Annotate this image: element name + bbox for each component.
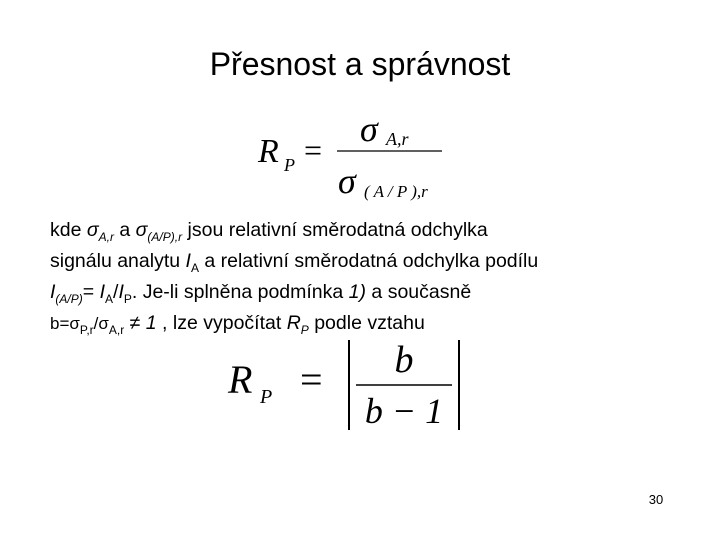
text-segment: a relativní směrodatná odchylka podílu [198,250,539,272]
explanation-paragraph [50,216,680,340]
sigma-symbol: σ [135,219,148,241]
text-segment: a současně [366,281,472,303]
text-segment: . Je-li splněna podmínka [131,281,349,303]
subscript: P [123,292,132,306]
subscript: A [105,292,114,306]
formula1-lhs-symbol: R [258,133,279,170]
variable: I [118,281,124,303]
text-segment: jsou relativní směrodatná odchylka [182,219,488,241]
variable: R [286,312,301,334]
slide-title: Přesnost a správnost [209,46,511,82]
subscript: P [300,323,309,337]
variable: I [185,250,191,272]
subscript: A,r [98,230,114,244]
formula2-equals: = [300,357,323,402]
formula1-numerator-sub: A,r [386,129,409,149]
formula1-numerator-sigma: σ [360,109,378,149]
sigma-symbol: σ [86,219,99,241]
variable: I [50,281,56,303]
text-segment: signálu analytu [50,250,186,272]
formula1-denominator-sub: ( A / P ),r [364,182,428,201]
formula1-denominator-sigma: σ [338,161,356,201]
text-segment: / [113,281,119,303]
text-segment: b=σ [50,314,80,333]
paragraph-line-2 [50,247,680,278]
subscript: A,r [108,323,125,337]
subscript: P,r [79,323,94,337]
variable: I [99,281,105,303]
formula1-equals: = [304,132,323,168]
not-equal-one: ≠ 1 [124,312,157,334]
formula2-denominator: b − 1 [364,391,444,431]
text-segment: = [82,281,100,303]
text-segment: a [113,219,136,241]
formula-rp-abs [222,335,467,435]
subscript: (A/P) [55,292,83,306]
subscript: (A/P),r [147,230,183,244]
condition-reference: 1) [348,281,367,303]
formula2-numerator: b [394,339,414,381]
page-number: 30 [648,492,664,507]
formula1-lhs-sub: P [284,155,295,175]
formula2-lhs-symbol: R [228,357,253,402]
formula-rp-ratio [250,105,460,210]
text-segment: , lze vypočítat [156,312,287,334]
paragraph-line-3 [50,278,680,309]
text-segment: kde [50,219,87,241]
formula2-lhs-sub: P [260,386,273,408]
text-segment: /σ [93,314,109,333]
text-segment: podle vztahu [308,312,425,334]
paragraph-line-1 [50,216,680,247]
subscript: A [190,261,199,275]
